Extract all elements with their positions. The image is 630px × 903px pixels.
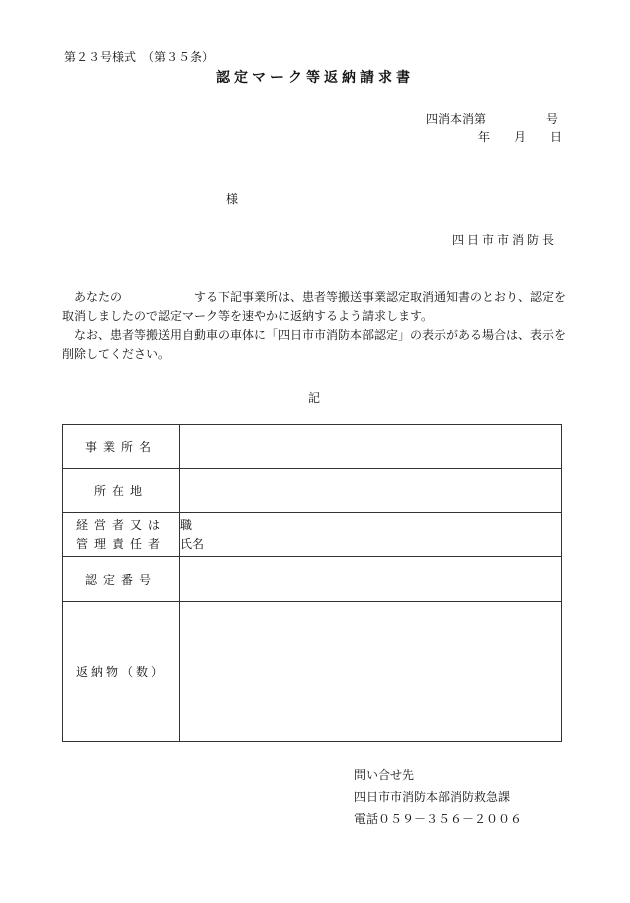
- manager-value[interactable]: [180, 513, 562, 557]
- returned-items-value[interactable]: [180, 602, 562, 742]
- ki-heading: 記: [308, 391, 321, 405]
- location-label: 所在地: [63, 469, 180, 513]
- table-row: [63, 513, 562, 557]
- table-row: [63, 425, 562, 469]
- contact-department: 四日市市消防本部消防救急課: [354, 790, 511, 804]
- table-row: [63, 469, 562, 513]
- issuer: 四日市市消防長: [452, 233, 558, 247]
- manager-title: 職: [180, 517, 193, 532]
- body-paragraph-2: なお、患者等搬送用自動車の車体に「四日市市消防本部認定」の表示がある場合は、表示を削除してください。: [62, 328, 567, 361]
- body-paragraph-1: あなたの する下記事業所は、患者等搬送事業認定取消通知書のとおり、認定を取消しましたので認定マーク等を速やかに返納するよう請求します。: [62, 290, 567, 323]
- reference-date: 年 月 日: [478, 130, 563, 144]
- office-name-value[interactable]: [180, 425, 562, 469]
- contact-phone: 電話０５９－３５６－２００６: [354, 812, 523, 826]
- returned-items-label: 返納物（数）: [63, 602, 180, 742]
- cert-number-label: 認定番号: [63, 557, 180, 602]
- details-table: [62, 424, 562, 742]
- reference-number: 四消本消第 号: [426, 112, 559, 126]
- office-name-label: 事業所名: [63, 425, 180, 469]
- addressee: 様: [226, 192, 239, 206]
- cert-number-value[interactable]: [180, 557, 562, 602]
- location-value[interactable]: [180, 469, 562, 513]
- manager-name: 氏名: [180, 536, 205, 551]
- body-text: [62, 288, 576, 364]
- table-row: [63, 557, 562, 602]
- contact-block: [354, 764, 522, 830]
- contact-heading: 問い合せ先: [354, 768, 415, 782]
- form-number: 第２３号様式 （第３５条）: [64, 50, 215, 64]
- document-title: 認定マーク等返納請求書: [216, 70, 414, 86]
- table-row: [63, 602, 562, 742]
- manager-label: 経営者又は 管理責任者: [63, 513, 180, 557]
